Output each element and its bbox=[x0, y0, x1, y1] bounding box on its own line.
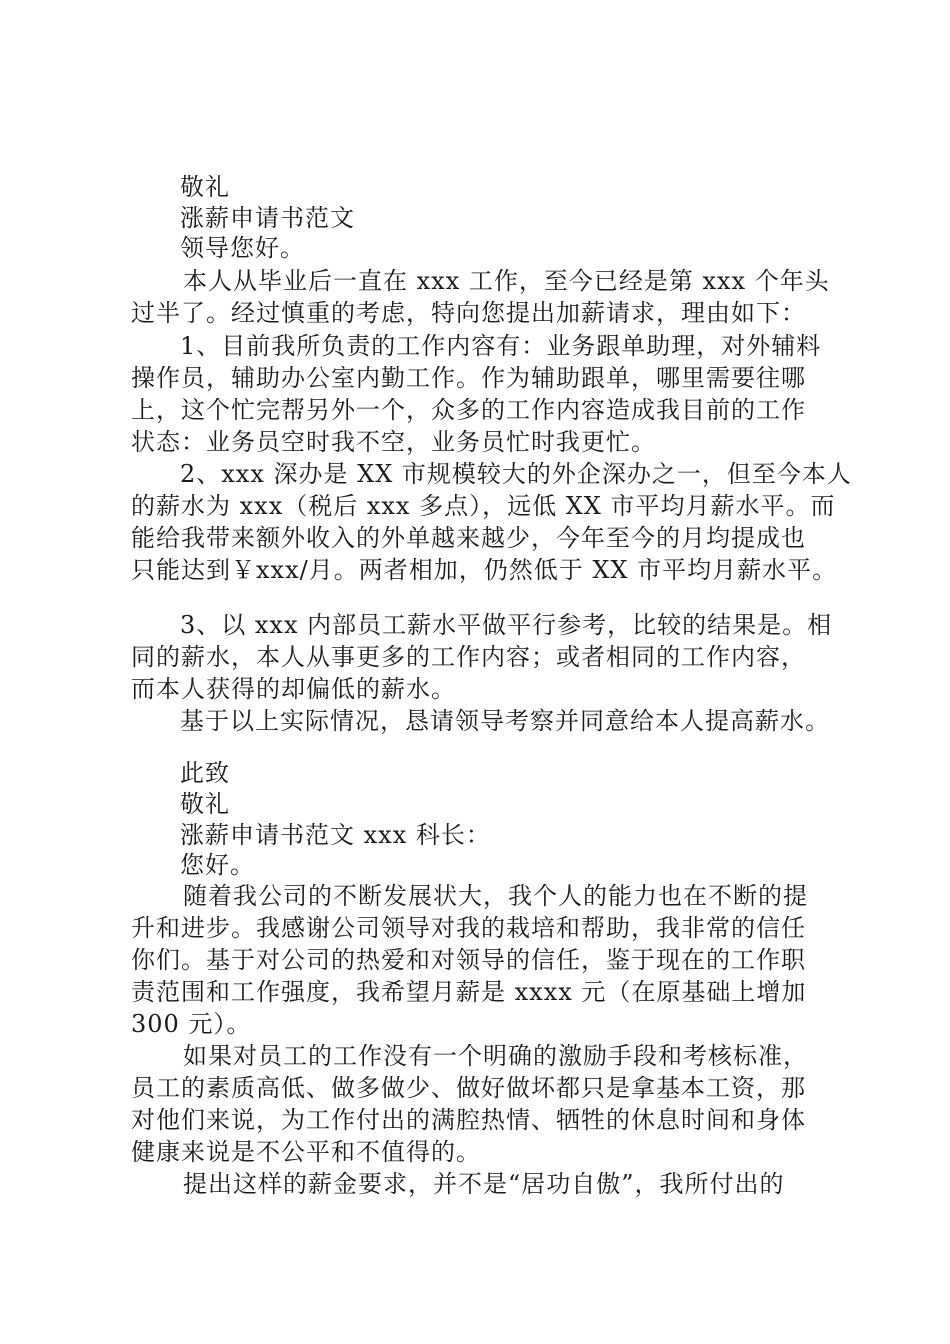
paragraph-request: 基于以上实际情况，恳请领导考察并同意给本人提高薪水。 bbox=[180, 707, 830, 735]
paragraph-growth-line: 300 元）。 bbox=[131, 1010, 252, 1038]
paragraph-reason-1-line: 状态：业务员空时我不空，业务员忙时我更忙。 bbox=[131, 428, 656, 456]
letter-title-2: 涨薪申请书范文 xxx 科长： bbox=[180, 821, 491, 849]
paragraph-intro-line: 过半了。经过慎重的考虑，特向您提出加薪请求，理由如下： bbox=[131, 299, 806, 327]
paragraph-growth-line: 你们。基于对公司的热爱和对领导的信任，鉴于现在的工作职 bbox=[131, 946, 806, 974]
paragraph-reason-3-line: 3、以 xxx 内部员工薪水平做平行参考，比较的结果是。相 bbox=[180, 611, 833, 639]
paragraph-growth-line: 随着我公司的不断发展状大，我个人的能力也在不断的提 bbox=[183, 882, 808, 910]
paragraph-reason-3-line: 而本人获得的却偏低的薪水。 bbox=[131, 675, 456, 703]
paragraph-growth-line: 升和进步。我感谢公司领导对我的栽培和帮助，我非常的信任 bbox=[131, 914, 806, 942]
greeting-1: 领导您好。 bbox=[180, 234, 305, 262]
paragraph-reason-1-line: 1、目前我所负责的工作内容有：业务跟单助理，对外辅料 bbox=[180, 332, 822, 360]
paragraph-reason-3-line: 同的薪水，本人从事更多的工作内容；或者相同的工作内容， bbox=[131, 643, 806, 671]
paragraph-reason-1-line: 操作员，辅助办公室内勤工作。作为辅助跟单，哪里需要往哪 bbox=[131, 364, 806, 392]
paragraph-incentive-line: 如果对员工的工作没有一个明确的激励手段和考核标准， bbox=[183, 1042, 808, 1070]
letter-title-1: 涨薪申请书范文 bbox=[180, 204, 355, 232]
paragraph-reason-2-line: 只能达到￥xxx/月。两者相加，仍然低于 XX 市平均月薪水平。 bbox=[131, 556, 838, 584]
paragraph-intro-line: 本人从毕业后一直在 xxx 工作，至今已经是第 xxx 个年头 bbox=[183, 267, 830, 295]
closing-cizhi: 此致 bbox=[180, 759, 230, 787]
paragraph-reason-2-line: 2、xxx 深办是 XX 市规模较大的外企深办之一，但至今本人 bbox=[180, 460, 852, 488]
paragraph-closing-line: 提出这样的薪金要求，并不是“居功自傲”，我所付出的 bbox=[183, 1170, 785, 1198]
paragraph-reason-2-line: 的薪水为 xxx（税后 xxx 多点），远低 XX 市平均月薪水平。而 bbox=[131, 492, 836, 520]
greeting-2: 您好。 bbox=[180, 851, 255, 879]
paragraph-reason-1-line: 上，这个忙完帮另外一个，众多的工作内容造成我目前的工作 bbox=[131, 396, 806, 424]
paragraph-incentive-line: 员工的素质高低、做多做少、做好做坏都只是拿基本工资，那 bbox=[131, 1074, 806, 1102]
paragraph-incentive-line: 健康来说是不公平和不值得的。 bbox=[131, 1138, 481, 1166]
closing-salute-2: 敬礼 bbox=[180, 790, 230, 818]
paragraph-incentive-line: 对他们来说，为工作付出的满腔热情、牺牲的休息时间和身体 bbox=[131, 1106, 806, 1134]
closing-salute-1: 敬礼 bbox=[180, 173, 230, 201]
paragraph-growth-line: 责范围和工作强度，我希望月薪是 xxxx 元（在原基础上增加 bbox=[131, 978, 807, 1006]
paragraph-reason-2-line: 能给我带来额外收入的外单越来越少，今年至今的月均提成也 bbox=[131, 524, 806, 552]
